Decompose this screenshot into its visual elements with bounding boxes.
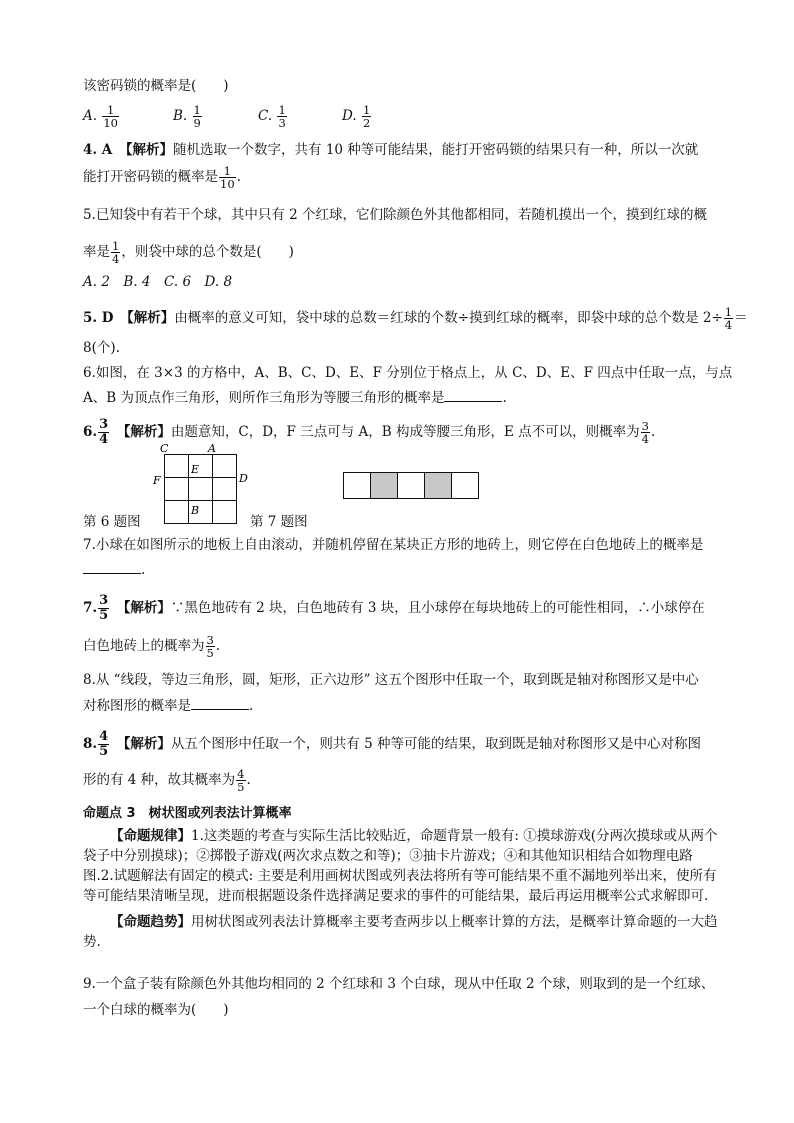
question-8-line2: 对称图形的概率是 . — [83, 695, 253, 716]
figure-6-caption: 第 6 题图 — [83, 514, 141, 530]
q4-stem-end: 该密码锁的概率是( ) — [83, 78, 229, 94]
q4-option-b: B. $\frac{1}{9}$ — [173, 103, 201, 130]
label-a: A — [208, 442, 216, 455]
question-7-line2: . — [83, 559, 145, 580]
q4-option-c: C. $\frac{1}{3}$ — [258, 103, 286, 130]
floor-tile-white — [452, 473, 479, 499]
floor-tile-white — [344, 473, 371, 499]
answer-8-line2: 形的有 4 种，故其概率为 $\frac{4}{5}$ . — [83, 767, 251, 794]
question-5-options: A. 2 B. 4 C. 6 D. 8 — [83, 274, 233, 290]
label-f: F — [153, 474, 161, 487]
answer-5-line1: 5. D 【解析】由概率的意义可知，袋中球的总数＝红球的个数÷摸到红球的概率，即袋中球的总个数是 2÷ $\frac{1}{4}$ ＝ — [83, 305, 748, 332]
question-9-line1: 9.一个盒子装有除颜色外其他均相同的 2 个红球和 3 个白球，现从中任取 2 个球，则取到的是一个红球、 — [83, 976, 715, 992]
answer-4-line1: 4. A 【解析】随机选取一个数字，共有 10 种等可能结果，能打开密码锁的结果只有一种，所以一次就 — [83, 142, 699, 158]
answer-blank — [444, 387, 502, 402]
label-d: D — [239, 472, 248, 485]
section-rule: 【命题规律】1.这类题的考查与实际生活比较贴近，命题背景一般有: ①摸球游戏(分两次摸球或从两个袋子中分别摸球)；②掷骰子游戏(两次求点数之和等)；③抽卡片游戏；④和其他知识相结合如物理电路图.2.试题解法有固定的模式: 主要是利用画树状图或列表法将所有等可能结果不重不漏地列举出来，使所有等可能结果清晰呈现，进而根据题设条件选择满足要求的事件的可能结果，最后再运用概率公式求解即可. — [83, 828, 718, 904]
q4-option-a: A. $\frac{1}{10}$ — [83, 103, 118, 130]
question-7-line1: 7.小球在如图所示的地板上自由滚动，并随机停留在某块正方形的地砖上，则它停在白色地砖上的概率是 — [83, 537, 704, 553]
answer-7-line1: 7. $\frac{3}{5}$ 【解析】∵黑色地砖有 2 块，白色地砖有 3 块，且小球停在每块地砖上的可能性相同，∴小球停在 — [83, 593, 705, 623]
figure-6-grid — [150, 440, 260, 528]
question-6-line2: A、B 为顶点作三角形，则所作三角形为等腰三角形的概率是 . — [83, 387, 507, 408]
figure-7-tiles — [342, 471, 482, 501]
question-5-line1: 5.已知袋中有若干个球，其中只有 2 个红球，它们除颜色外其他都相同，若随机摸出一个，摸到红球的概 — [83, 207, 708, 223]
answer-7-line2: 白色地砖上的概率为 $\frac{3}{5}$ . — [83, 633, 221, 660]
question-9-line2: 一个白球的概率为( ) — [83, 1002, 229, 1018]
answer-6: 6. $\frac{3}{4}$ 【解析】由题意知，C，D，F 三点可与 A，B 构成等腰三角形，E 点不可以，则概率为 $\frac{3}{4}$ . — [83, 417, 656, 447]
figure-7-caption: 第 7 题图 — [250, 514, 308, 530]
label-e: E — [191, 463, 200, 476]
question-8-line1: 8.从 “线段，等边三角形，圆，矩形，正六边形” 这五个图形中任取一个，取到既是轴对称图形又是中心 — [83, 672, 699, 688]
q4-option-d: D. $\frac{1}{2}$ — [342, 103, 371, 130]
answer-4-line2: 能打开密码锁的概率是 $\frac{1}{10}$ . — [83, 164, 241, 191]
floor-tile-gray — [425, 473, 452, 499]
section-trend: 【命题趋势】用树状图或列表法计算概率主要考查两步以上概率计算的方法，是概率计算命题的一大趋势. — [83, 914, 718, 950]
answer-blank — [191, 695, 249, 710]
floor-tile-gray — [371, 473, 398, 499]
answer-8-line1: 8. $\frac{4}{5}$ 【解析】从五个图形中任取一个，则共有 5 种等可能的结果，取到既是轴对称图形又是中心对称图 — [83, 729, 702, 759]
question-6-line1: 6.如图，在 3×3 的方格中，A、B、C、D、E、F 分别位于格点上，从 C、D、E、F 四点中任取一点，与点 — [83, 365, 733, 381]
answer-blank — [83, 559, 141, 574]
floor-tile-white — [398, 473, 425, 499]
label-b: B — [191, 504, 200, 517]
section-title: 命题点 3 树状图或列表法计算概率 — [83, 806, 292, 821]
label-c: C — [160, 442, 169, 455]
answer-5-line2: 8(个). — [83, 340, 120, 356]
question-5-line2: 率是 $\frac{1}{4}$ ，则袋中球的总个数是( ) — [83, 239, 294, 266]
